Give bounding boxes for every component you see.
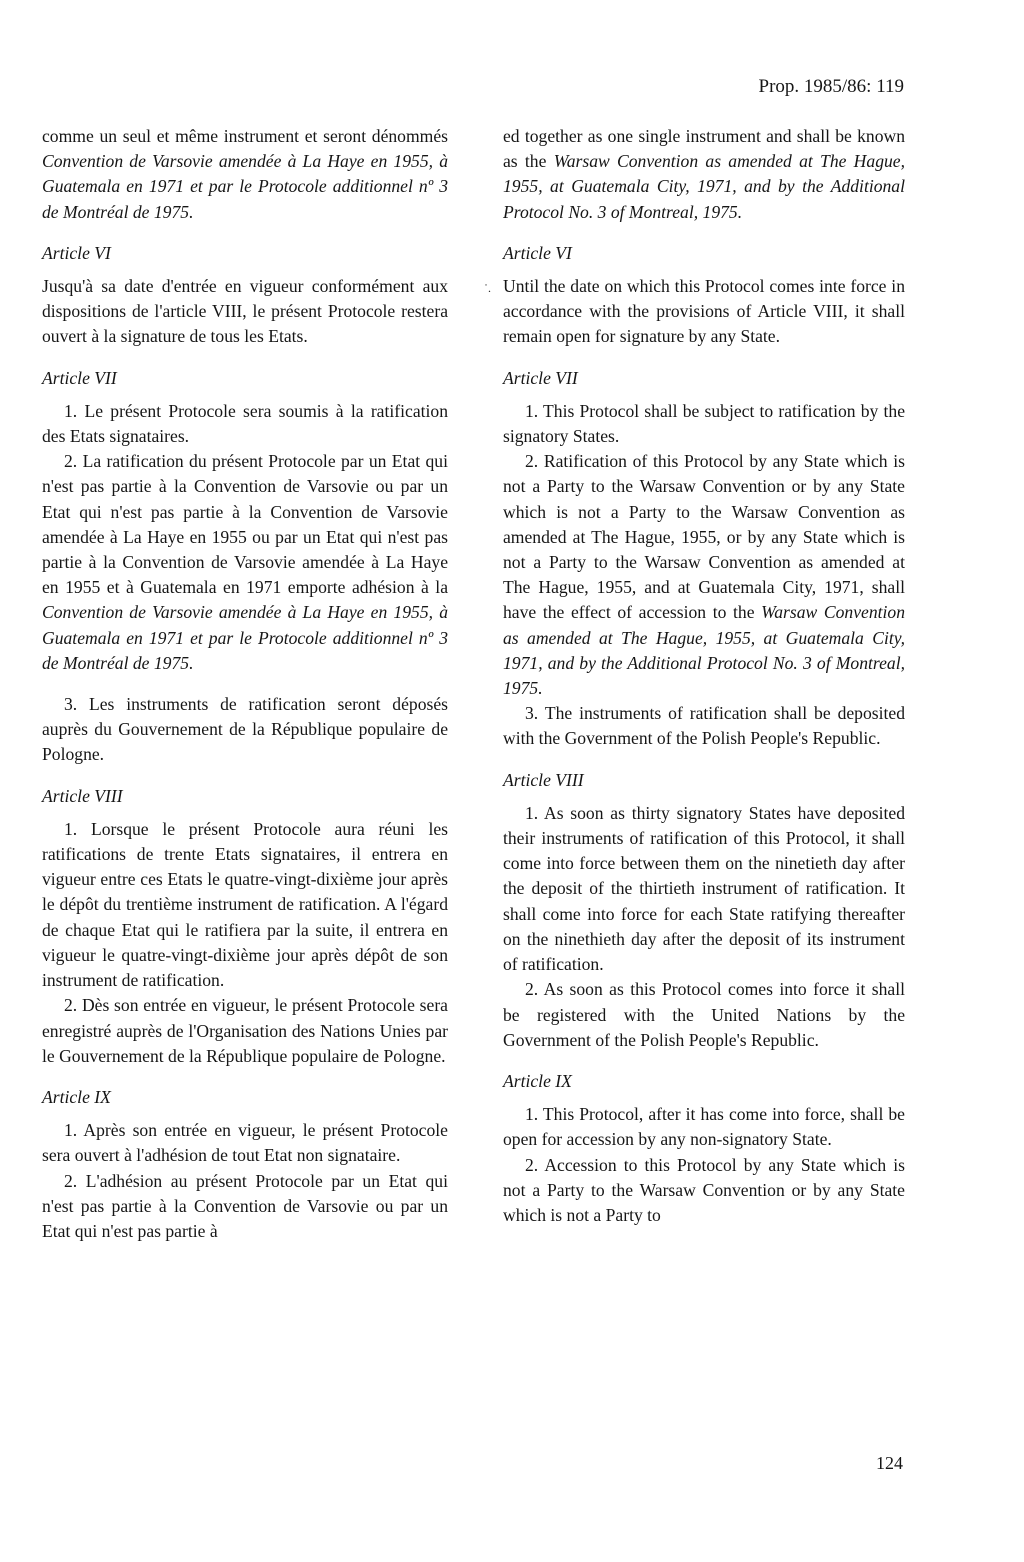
english-column [503, 124, 905, 1228]
fr-article-viii-heading: Article VIII [42, 785, 123, 806]
fr-article-viii-p1: 1. Lorsque le présent Protocole aura réuni les ratifications de trente Etats signataires, il entrera en vigueur entre ces Etats le quatre-vingt-dixième jour après le dépôt du trentième instrument de ratification. A l'égard de chaque Etat qui le ratifiera par la suite, il entrera en vigueur le quatre-vingt-dixième jour après dépôt de son instrument de ratification. [42, 818, 448, 991]
fr-article-ix-p2: 2. L'adhésion au présent Protocole par un Etat qui n'est pas partie à la Convention de Varsovie ou par un Etat qui n'est pas partie à [42, 1170, 448, 1241]
fr-article-viii-p2: 2. Dès son entrée en vigueur, le présent Protocole sera enregistré auprès de l'Organisation des Nations Unies par le Gouvernement de la République populaire de Pologne. [42, 995, 448, 1066]
en-article-ix-heading: Article IX [503, 1070, 572, 1091]
en-article-viii-heading: Article VIII [503, 769, 584, 790]
en-article-vii-p2-title: Warsaw Convention as amended at The Hague, 1955, at Guatemala City, 1971, and by the Additional Protocol No. 3 of Montreal, 1975. [503, 602, 905, 699]
en-article-vii-p2 [503, 449, 905, 701]
en-intro-title: Warsaw Convention as amended at The Hague, 1955, at Guatemala City, 1971, and by the Additional Protocol No. 3 of Montreal, 1975. [503, 151, 905, 222]
fr-intro-lead: comme un seul et même instrument et seront dénommés [42, 126, 448, 146]
french-column [42, 124, 448, 1244]
en-article-vii-heading: Article VII [503, 367, 578, 388]
en-article-vi-heading: Article VI [503, 242, 572, 263]
en-article-viii-p2: 2. As soon as this Protocol comes into force it shall be registered with the United Nations by the Government of the Polish People's Republic. [503, 979, 905, 1050]
stray-mark: ˙. [484, 281, 491, 295]
en-article-viii-p1: 1. As soon as thirty signatory States have deposited their instruments of ratification of this Protocol, it shall come into force between them on the ninetieth day after the deposit of the thirtieth instrument of ratification. It shall come into force for each State ratifying thereafter on the ninethieth day after the deposit of its instrument of ratification. [503, 802, 905, 975]
fr-article-vi-heading: Article VI [42, 242, 111, 263]
fr-intro-title: Convention de Varsovie amendée à La Haye en 1955, à Guatemala en 1971 et par le Protocole additionnel nº 3 de Montréal de 1975. [42, 151, 448, 222]
en-article-vii-p1: 1. This Protocol shall be subject to ratification by the signatory States. [503, 400, 905, 447]
fr-article-vii-p1: 1. Le présent Protocole sera soumis à la ratification des Etats signataires. [42, 400, 448, 447]
en-intro-paragraph [503, 124, 905, 225]
fr-article-vii-heading: Article VII [42, 367, 117, 388]
en-intro-lead: ed together as one single instrument and shall be known as the [503, 126, 905, 172]
en-article-ix-p2: 2. Accession to this Protocol by any State which is not a Party to the Warsaw Convention or by any State which is not a Party to [503, 1154, 905, 1225]
fr-article-ix-heading: Article IX [42, 1086, 111, 1107]
fr-article-vi-text: Jusqu'à sa date d'entrée en vigueur conformément aux dispositions de l'article VIII, le présent Protocole restera ouvert à la signature de tous les Etats. [42, 276, 448, 347]
fr-article-vii-p3: 3. Les instruments de ratification seront déposés auprès du Gouvernement de la République populaire de Pologne. [42, 694, 448, 765]
page-number: 124 [876, 1453, 903, 1473]
fr-intro-paragraph [42, 124, 448, 225]
en-article-vii-p3: 3. The instruments of ratification shall be deposited with the Government of the Polish People's Republic. [503, 703, 905, 749]
fr-gap [42, 676, 448, 692]
en-article-vi-text: Until the date on which this Protocol comes inte force in accordance with the provisions of Article VIII, it shall remain open for signature by any State. [503, 276, 905, 347]
fr-article-ix-p1: 1. Après son entrée en vigueur, le présent Protocole sera ouvert à l'adhésion de tout Etat non signataire. [42, 1120, 448, 1166]
fr-article-vii-p2 [42, 449, 448, 676]
fr-article-vii-p2-lead: 2. La ratification du présent Protocole par un Etat qui n'est pas partie à la Convention de Varsovie ou par un Etat qui n'est pas partie à la Convention de Varsovie amendée à La Haye en 1955 ou par un Etat qui n'est pas partie à la Convention de Varsovie amendée à La Haye en 1955 et à Guatemala en 1971 emporte adhésion à la [42, 451, 448, 598]
fr-article-vii-p2-title: Convention de Varsovie amendée à La Haye en 1955, à Guatemala en 1971 et par le Protocole additionnel nº 3 de Montréal de 1975. [42, 602, 448, 673]
en-article-vii-p2-lead: 2. Ratification of this Protocol by any State which is not a Party to the Warsaw Convention or by any State which is not a Party to the Warsaw Convention as amended at The Hague, 1955, or by any State which is not a Party to the Warsaw Convention as amended at The Hague, 1955, and at Guatemala City, 1971, shall have the effect of accession to the [503, 451, 905, 623]
en-article-ix-p1: 1. This Protocol, after it has come into force, shall be open for accession by any non-signatory State. [503, 1104, 905, 1150]
running-header: Prop. 1985/86: 119 [758, 76, 904, 97]
